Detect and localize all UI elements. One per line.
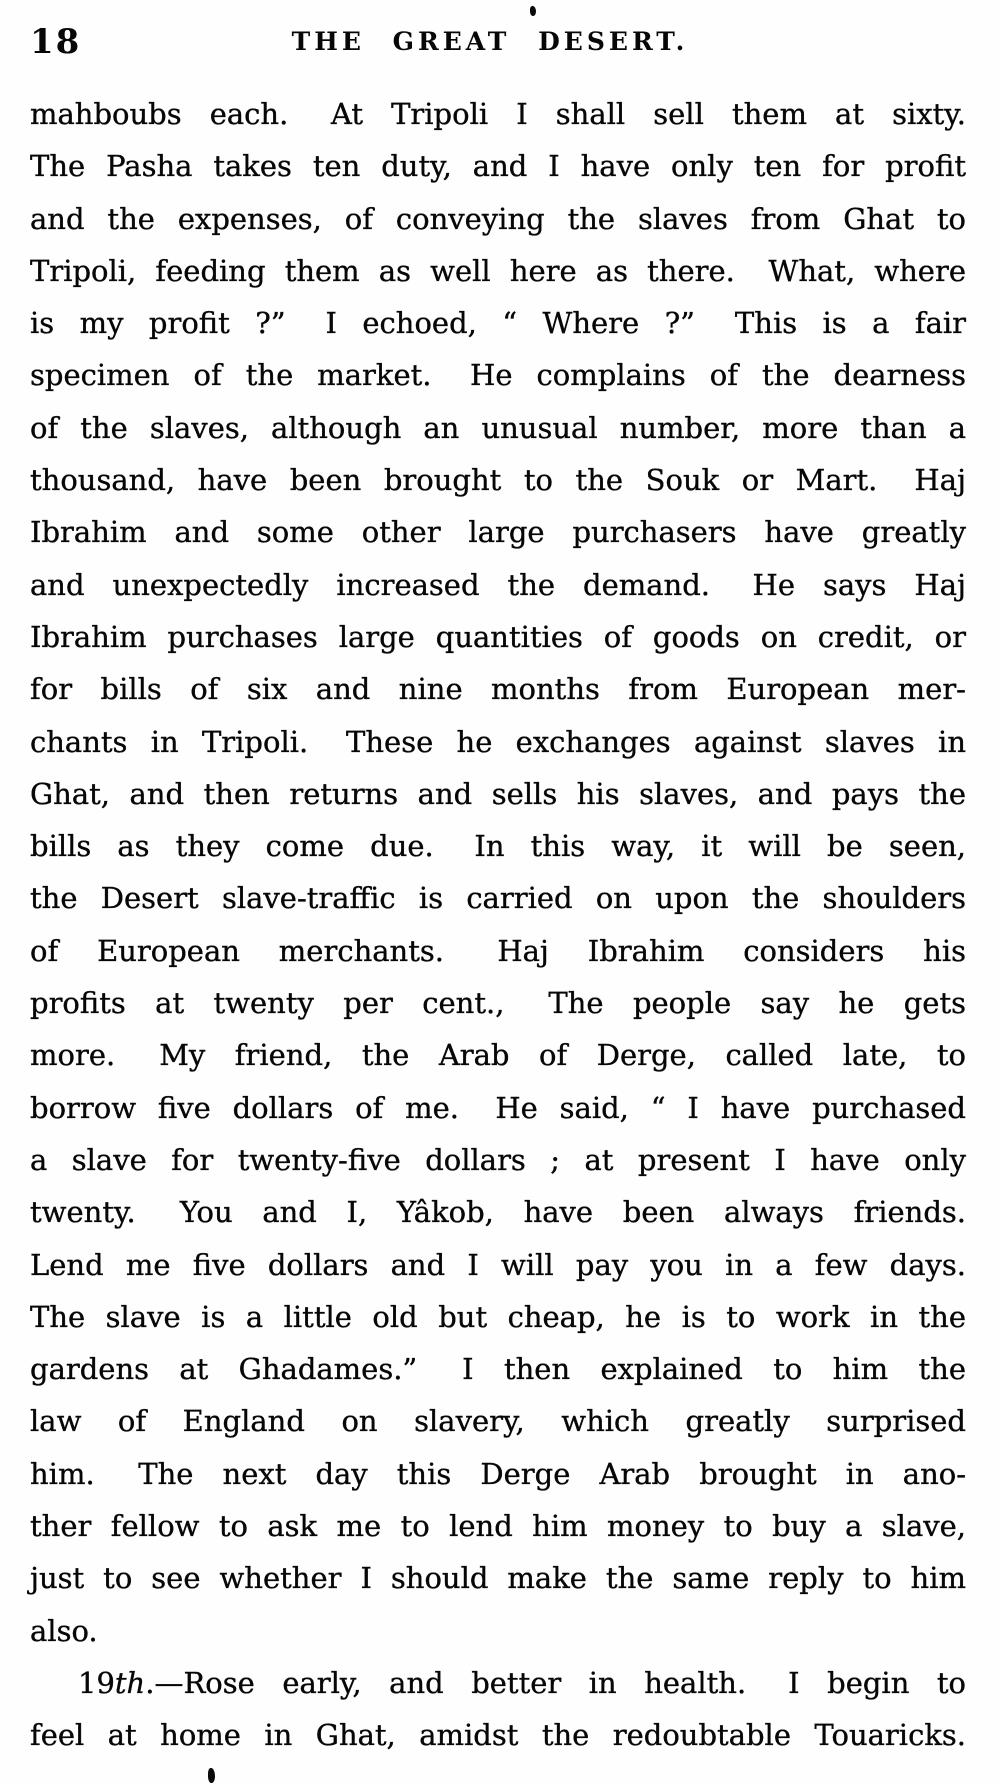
text-line bbox=[30, 506, 966, 558]
text-segment: gardens at Ghadames.” I then explained to him the bbox=[30, 1352, 966, 1387]
text-line bbox=[30, 1239, 966, 1291]
text-segment: profits at twenty per cent., The people say he gets bbox=[30, 986, 966, 1021]
text-segment: Ibrahim and some other large purchasers have greatly bbox=[30, 515, 966, 550]
text-line bbox=[30, 1605, 966, 1657]
text-segment: mahboubs each. At Tripoli I shall sell them at sixty. bbox=[30, 97, 966, 131]
text-line bbox=[30, 1291, 966, 1343]
text-segment: more. My friend, the Arab of Derge, called late, to bbox=[30, 1038, 966, 1073]
text-segment: ther fellow to ask me to lend him money to buy a slave, bbox=[30, 1509, 966, 1544]
text-line bbox=[30, 1448, 966, 1500]
text-line bbox=[30, 1134, 966, 1186]
text-line bbox=[30, 1552, 966, 1604]
text-segment: is my profit ?” I echoed, “ Where ?” This is a fair bbox=[30, 306, 966, 341]
text-line bbox=[30, 193, 966, 245]
text-segment: bills as they come due. In this way, it will be seen, bbox=[30, 829, 966, 864]
text-line bbox=[30, 1500, 966, 1552]
text-line bbox=[30, 1709, 966, 1761]
text-segment: Ghat, and then returns and sells his slaves, and pays the bbox=[30, 776, 966, 811]
text-line bbox=[30, 716, 966, 768]
text-line bbox=[30, 820, 966, 872]
ink-speck-bottom bbox=[208, 1768, 215, 1783]
text-segment: .—Rose early, and better in health. I begin to bbox=[145, 1665, 966, 1700]
text-segment: specimen of the market. He complains of the dearness bbox=[30, 358, 966, 393]
text-line bbox=[30, 925, 966, 977]
text-segment: twenty. You and I, Yâkob, have been always friends. bbox=[30, 1195, 966, 1230]
text-line bbox=[30, 1343, 966, 1395]
text-segment: of European merchants. Haj Ibrahim considers his bbox=[30, 933, 966, 968]
text-line bbox=[30, 1657, 966, 1709]
text-segment: 19 bbox=[78, 1665, 115, 1700]
text-segment: The Pasha takes ten duty, and I have only ten for profit bbox=[30, 149, 966, 184]
running-title: THE GREAT DESERT. bbox=[291, 27, 689, 56]
text-line bbox=[30, 1082, 966, 1134]
text-line bbox=[30, 872, 966, 924]
text-line bbox=[30, 402, 966, 454]
text-line bbox=[30, 245, 966, 297]
text-segment: thousand, have been brought to the Souk or Mart. Haj bbox=[30, 463, 966, 498]
text-segment: chants in Tripoli. These he exchanges against slaves in bbox=[30, 724, 966, 759]
text-line bbox=[30, 1186, 966, 1238]
text-segment: for bills of six and nine months from European mer- bbox=[30, 672, 966, 707]
text-segment: feel at home in Ghat, amidst the redoubtable Touaricks. bbox=[30, 1718, 966, 1753]
text-line bbox=[30, 977, 966, 1029]
text-line bbox=[30, 140, 966, 192]
text-segment: law of England on slavery, which greatly surprised bbox=[30, 1404, 966, 1439]
text-segment: Ibrahim purchases large quantities of goods on credit, or bbox=[30, 619, 966, 654]
text-line bbox=[30, 1029, 966, 1081]
text-line bbox=[30, 611, 966, 663]
ink-speck-top bbox=[530, 6, 536, 16]
text-line bbox=[30, 454, 966, 506]
page-number: 18 bbox=[30, 22, 82, 62]
text-segment: just to see whether I should make the same reply to him bbox=[30, 1561, 966, 1596]
text-line bbox=[30, 349, 966, 401]
text-line bbox=[30, 1395, 966, 1447]
text-line bbox=[30, 297, 966, 349]
text-segment: also. bbox=[30, 1613, 98, 1648]
text-segment-italic: th bbox=[114, 1665, 146, 1700]
text-segment: a slave for twenty-five dollars ; at present I have only bbox=[30, 1142, 966, 1177]
text-segment: The slave is a little old but cheap, he is to work in the bbox=[30, 1299, 966, 1334]
text-line bbox=[30, 88, 966, 140]
page-body bbox=[30, 88, 966, 1762]
text-line bbox=[30, 663, 966, 715]
text-line bbox=[30, 559, 966, 611]
text-segment: Tripoli, feeding them as well here as there. What, where bbox=[30, 253, 966, 288]
text-segment: and the expenses, of conveying the slaves from Ghat to bbox=[30, 201, 966, 236]
text-segment: and unexpectedly increased the demand. He says Haj bbox=[30, 567, 966, 602]
text-segment: Lend me five dollars and I will pay you in a few days. bbox=[30, 1247, 966, 1282]
text-segment: of the slaves, although an unusual number, more than a bbox=[30, 410, 966, 445]
text-segment: borrow five dollars of me. He said, “ I have purchased bbox=[30, 1090, 966, 1125]
text-line bbox=[30, 768, 966, 820]
text-segment: the Desert slave-traffic is carried on upon the shoulders bbox=[30, 881, 966, 916]
text-segment: him. The next day this Derge Arab brought in ano- bbox=[30, 1456, 966, 1491]
